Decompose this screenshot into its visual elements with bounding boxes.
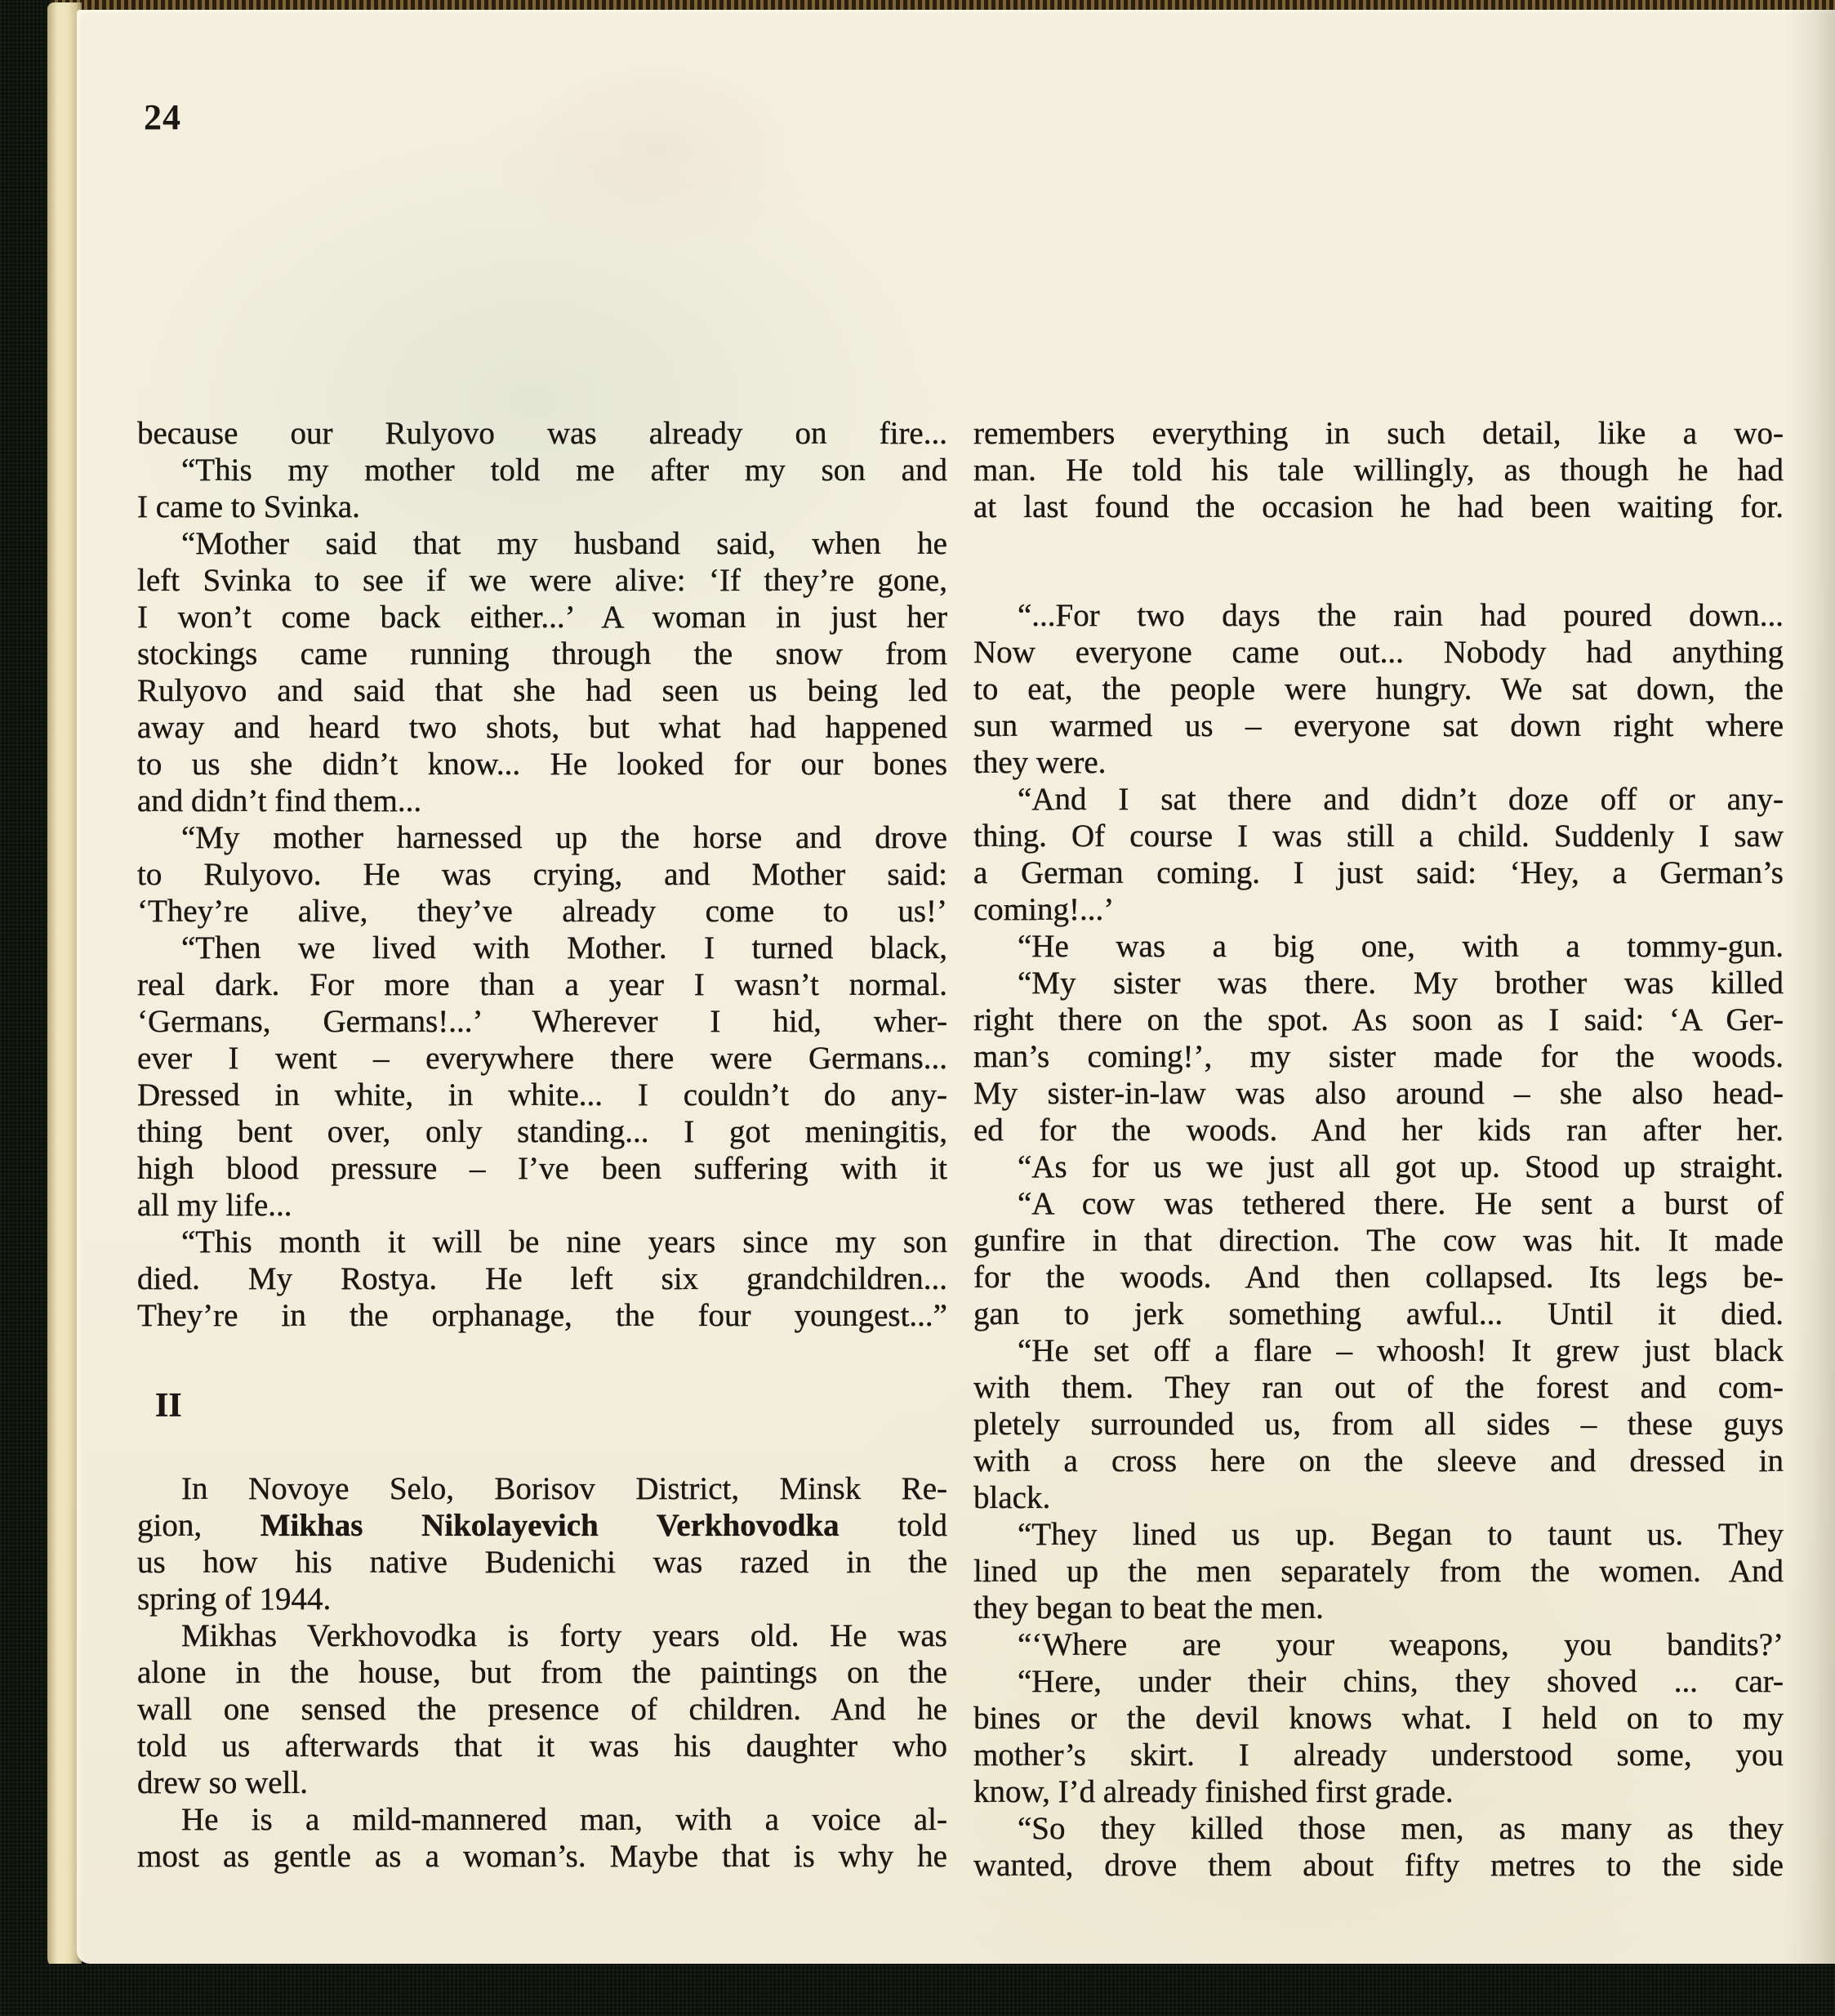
text-line: right there on the spot. As soon as I said: ‘A Ger-	[973, 1002, 1784, 1037]
text-line: “He was a big one, with a tommy-gun.	[1018, 929, 1784, 964]
person-name-bold: Mikhas Nikolayevich Verkhovodka	[260, 1508, 840, 1543]
paragraph	[973, 781, 1784, 928]
text-line: they were.	[973, 745, 1107, 780]
text-line: He is a mild-mannered man, with a voice al-	[181, 1802, 947, 1837]
text-line: “So they killed those men, as many as they	[1018, 1811, 1784, 1846]
text-line: Rulyovo and said that she had seen us being led	[137, 673, 947, 708]
paragraph	[973, 415, 1784, 525]
paragraph	[137, 819, 947, 930]
left-column	[137, 415, 947, 1875]
page-number: 24	[144, 97, 181, 137]
text-line: “...For two days the rain had poured down...	[1018, 598, 1784, 633]
paragraph	[137, 525, 947, 819]
text-line: know, I’d already finished first grade.	[973, 1774, 1454, 1809]
text-line: died. My Rostya. He left six grandchildren...	[137, 1261, 947, 1296]
text-line: left Svinka to see if we were alive: ‘If they’re gone,	[137, 563, 947, 598]
text-line: “My mother harnessed up the horse and drove	[181, 820, 947, 855]
paragraph	[137, 415, 947, 452]
text-line: to us she didn’t know... He looked for our bones	[137, 747, 947, 782]
text-line: ed for the woods. And her kids ran after her.	[973, 1113, 1784, 1148]
paragraph	[137, 1470, 947, 1617]
paragraph	[137, 930, 947, 1224]
text-line: “Here, under their chins, they shoved ... car-	[1018, 1664, 1784, 1699]
text-line: man’s coming!’, my sister made for the woods.	[973, 1039, 1784, 1074]
text-line: “He set off a flare – whoosh! It grew just black	[1018, 1333, 1784, 1368]
text-line: mother’s skirt. I already understood some, you	[973, 1737, 1784, 1773]
text-run: told	[839, 1508, 947, 1543]
text-line: black.	[973, 1480, 1051, 1515]
paragraph	[973, 928, 1784, 965]
text-line: ever I went – everywhere there were Germans...	[137, 1041, 947, 1076]
text-line: they began to beat the men.	[973, 1590, 1324, 1626]
text-line: ‘They’re alive, they’ve already come to us!’	[137, 894, 947, 929]
paragraph	[973, 1332, 1784, 1516]
text-line: “A cow was tethered there. He sent a burst of	[1018, 1186, 1784, 1221]
paragraph	[973, 597, 1784, 781]
text-line	[137, 1507, 947, 1544]
text-line: most as gentle as a woman’s. Maybe that is why he	[137, 1839, 947, 1874]
text-line: wanted, drove them about fifty metres to the side	[973, 1848, 1784, 1883]
text-line: “And I sat there and didn’t doze off or any-	[1018, 782, 1784, 817]
paragraph	[973, 1810, 1784, 1884]
text-line: “‘Where are your weapons, you bandits?’	[1018, 1627, 1784, 1662]
text-line: Dressed in white, in white... I couldn’t do any-	[137, 1077, 947, 1113]
text-line: remembers everything in such detail, like a wo-	[973, 416, 1784, 451]
text-line: away and heard two shots, but what had happened	[137, 710, 947, 745]
paragraph	[137, 1224, 947, 1334]
paragraph	[137, 452, 947, 525]
paragraph	[973, 1185, 1784, 1332]
text-line: with a cross here on the sleeve and dressed in	[973, 1443, 1784, 1479]
paragraph	[137, 1617, 947, 1801]
text-line: II	[155, 1388, 182, 1425]
text-line: for the woods. And then collapsed. Its legs be-	[973, 1260, 1784, 1295]
book-cover-bottom	[0, 1964, 1835, 2016]
text-line: alone in the house, but from the paintings on the	[137, 1655, 947, 1690]
book-cover-spine	[0, 0, 51, 2016]
text-line: “This my mother told me after my son and	[181, 453, 947, 488]
text-line: “They lined us up. Began to taunt us. They	[1018, 1517, 1784, 1552]
text-line: man. He told his tale willingly, as though he had	[973, 453, 1784, 488]
text-line: They’re in the orphanage, the four youngest...”	[137, 1298, 947, 1333]
text-line: ‘Germans, Germans!...’ Wherever I hid, wher-	[137, 1004, 947, 1039]
right-column	[973, 415, 1784, 1884]
text-line: us how his native Budenichi was razed in the	[137, 1545, 947, 1580]
text-line: I came to Svinka.	[137, 489, 360, 524]
text-line: and didn’t find them...	[137, 783, 422, 818]
text-line: gan to jerk something awful... Until it died.	[973, 1296, 1784, 1331]
text-line: with them. They ran out of the forest and com-	[973, 1370, 1784, 1405]
text-line: sun warmed us – everyone sat down right where	[973, 708, 1784, 743]
text-line: lined up the men separately from the women. And	[973, 1554, 1784, 1589]
text-line: My sister-in-law was also around – she also head-	[973, 1076, 1784, 1111]
paragraph	[973, 965, 1784, 1148]
text-line: thing. Of course I was still a child. Suddenly I saw	[973, 818, 1784, 854]
section-heading	[137, 1388, 947, 1425]
text-line: I won’t come back either...’ A woman in just her	[137, 600, 947, 635]
text-line: real dark. For more than a year I wasn’t normal.	[137, 967, 947, 1002]
text-line: to Rulyovo. He was crying, and Mother said:	[137, 857, 947, 892]
text-line: “This month it will be nine years since my son	[181, 1224, 947, 1260]
text-line: told us afterwards that it was his daughter who	[137, 1728, 947, 1764]
paragraph	[973, 1516, 1784, 1626]
paragraph	[137, 1801, 947, 1875]
text-line: Mikhas Verkhovodka is forty years old. He was	[181, 1618, 947, 1653]
text-line: coming!...’	[973, 892, 1115, 927]
book-page	[77, 10, 1835, 1964]
text-line: drew so well.	[137, 1765, 309, 1800]
text-line: thing bent over, only standing... I got meningitis,	[137, 1114, 947, 1149]
paragraph	[973, 1663, 1784, 1810]
text-line: spring of 1944.	[137, 1581, 332, 1617]
text-run: gion,	[137, 1508, 261, 1543]
text-line: stockings came running through the snow from	[137, 636, 947, 671]
text-line: “As for us we just all got up. Stood up straight.	[1018, 1149, 1784, 1184]
text-line: “Mother said that my husband said, when he	[181, 526, 947, 561]
text-line: to eat, the people were hungry. We sat down, the	[973, 671, 1784, 707]
text-line: a German coming. I just said: ‘Hey, a German’s	[973, 855, 1784, 890]
text-line: high blood pressure – I’ve been suffering with it	[137, 1151, 947, 1186]
text-line: “Then we lived with Mother. I turned black,	[181, 930, 947, 966]
text-line: all my life...	[137, 1188, 292, 1223]
text-line: wall one sensed the presence of children. And he	[137, 1692, 947, 1727]
text-line: pletely surrounded us, from all sides – these guys	[973, 1407, 1784, 1442]
paragraph	[973, 1626, 1784, 1663]
text-line: gunfire in that direction. The cow was hit. It made	[973, 1223, 1784, 1258]
text-line: bines or the devil knows what. I held on to my	[973, 1701, 1784, 1736]
text-line: at last found the occasion he had been waiting for.	[973, 489, 1784, 524]
text-line: “My sister was there. My brother was killed	[1018, 966, 1784, 1001]
paragraph	[973, 1148, 1784, 1185]
text-line: In Novoye Selo, Borisov District, Minsk Re-	[181, 1471, 947, 1506]
text-line: because our Rulyovo was already on fire...	[137, 416, 947, 451]
text-line: Now everyone came out... Nobody had anything	[973, 635, 1784, 670]
